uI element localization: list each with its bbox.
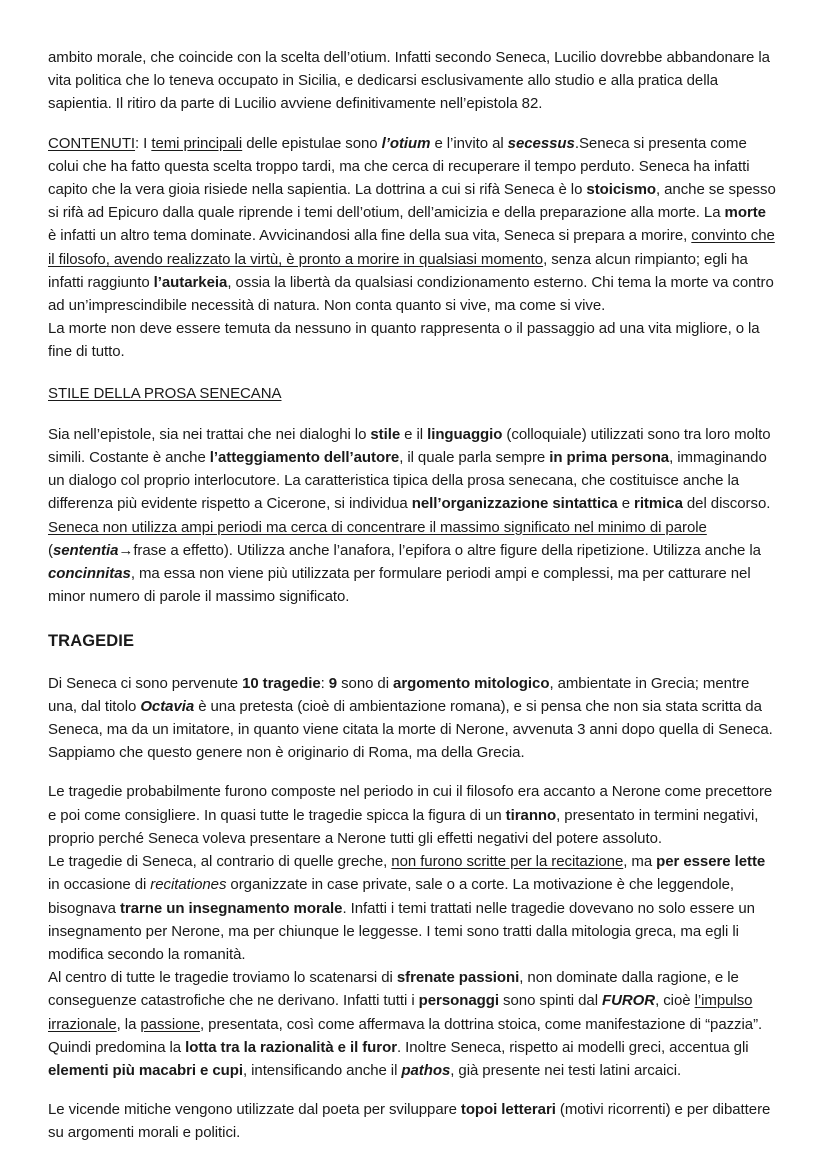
text-run: Seneca non utilizza ampi periodi ma cerca di concentrare il massimo significato nel minimo di parole	[48, 518, 707, 536]
text-run: recitationes	[150, 876, 227, 894]
text-run: non furono scritte per la recitazione	[391, 853, 624, 871]
text-run: , cioè	[655, 992, 695, 1010]
text-run: sententia	[52, 541, 119, 559]
text-run: sono di	[337, 674, 394, 692]
text-run: ritmica	[634, 495, 683, 513]
text-run: morte	[724, 204, 766, 222]
text-run: CONTENUTI	[48, 134, 136, 152]
text-run: l’impulso irrazionale	[48, 992, 753, 1033]
paragraph-intro	[48, 46, 778, 116]
text-run: →	[118, 541, 134, 559]
text-run: stile	[370, 425, 401, 443]
text-run: tiranno	[505, 806, 557, 824]
text-run: Le vicende mitiche vengono utilizzate dal poeta per sviluppare	[48, 1101, 461, 1119]
paragraph-morte	[48, 317, 778, 363]
text-run: Sia nell’epistole, sia nei trattai che nei dialoghi lo	[48, 425, 371, 443]
paragraph-stile	[48, 423, 778, 609]
heading-tragedie: TRAGEDIE	[48, 632, 135, 651]
text-run: (	[48, 541, 53, 559]
paragraph-tragedie-1	[48, 672, 778, 765]
text-run: e	[617, 495, 635, 513]
text-run: , il quale parla sempre	[399, 449, 550, 467]
text-run: del discorso.	[682, 495, 771, 513]
text-run: , la	[116, 1015, 141, 1033]
text-run: frase a effetto). Utilizza anche l’anafora, l’epifora o altre figure della ripetizione. Utilizza anche la	[133, 541, 761, 559]
text-run: , intensificando anche il	[242, 1061, 402, 1079]
text-run: temi principali	[151, 134, 243, 152]
paragraph-contenuti	[48, 132, 778, 318]
text-run: :	[320, 674, 329, 692]
text-run: passione	[140, 1015, 201, 1033]
text-run: La morte non deve essere temuta da nessuno in quanto rappresenta o il passaggio ad una vita migliore, o la fine di tutto.	[48, 320, 760, 361]
text-run: lotta tra la razionalità e il furor	[185, 1038, 397, 1056]
text-run: . Inoltre Seneca, rispetto ai modelli greci, accentua gli	[397, 1038, 749, 1056]
text-run: : I	[135, 134, 152, 152]
text-run: , immaginando un dialogo col proprio interlocutore. La caratteristica tipica della prosa senecana, che costituisce anche la differenza più evidente rispetto a Cicerone, si individua	[48, 449, 767, 513]
text-run: linguaggio	[427, 425, 503, 443]
text-run: trarne un insegnamento morale	[119, 899, 343, 917]
paragraph-tragedie-3	[48, 850, 778, 966]
text-run: , ambientate in Grecia; mentre una, dal titolo	[48, 674, 750, 715]
text-run: , presentato in termini negativi, proprio perché Seneca voleva presentare a Nerone tutti gli effetti negativi del potere assoluto.	[48, 806, 759, 847]
text-run: l’otium	[381, 134, 431, 152]
text-run: , ossia la libertà da qualsiasi condizionamento esterno. Chi tema la morte va contro ad un’imprescindibile necessità di natura. Non conta quanto si vive, ma come si vive.	[48, 273, 774, 315]
text-run: , non dominate dalla ragione, e le conseguenze catastrofiche che ne derivano. Infatti tutti i	[48, 969, 739, 1010]
text-run: e l’invito al	[430, 134, 508, 152]
text-run: FUROR	[602, 992, 656, 1010]
text-run: Le tragedie probabilmente furono composte nel periodo in cui il filosofo era accanto a Nerone come precettore e poi come consigliere. In quasi tutte le tragedie spicca la figura di un	[48, 783, 773, 824]
text-run: personaggi	[418, 992, 500, 1010]
text-run: Di Seneca ci sono pervenute	[48, 674, 243, 692]
text-run: (colloquiale) utilizzati sono tra loro molto simili. Costante è anche	[48, 425, 771, 467]
text-run: secessus	[507, 134, 575, 152]
text-run: stoicismo	[586, 181, 656, 199]
text-run: organizzate in case private, sale o a corte. La motivazione è che leggendole, bisognava	[48, 876, 735, 917]
text-run: 10 tragedie	[242, 674, 321, 692]
text-run: argomento mitologico	[393, 674, 550, 692]
spacer-after-stile-heading	[48, 405, 778, 423]
text-run: l’atteggiamento dell’autore	[209, 449, 400, 467]
text-run: Octavia	[140, 697, 195, 715]
text-run: , ma essa non viene più utilizzata per formulare periodi ampi e complessi, ma per catturare nel minor numero di parole il massimo significato.	[48, 565, 751, 606]
paragraph-topoi	[48, 1098, 778, 1144]
text-run: , presentata, così come affermava la dottrina stoica, come manifestazione di “pazzia”. Quindi predomina la	[48, 1015, 763, 1056]
paragraph-tragedie-4	[48, 966, 778, 1082]
text-run: elementi più macabri e cupi	[48, 1061, 243, 1079]
text-run: l’autarkeia	[153, 273, 228, 291]
spacer-before-stile-heading	[48, 364, 778, 382]
text-run: (motivi ricorrenti) e per dibattere su argomenti morali e politici.	[48, 1101, 771, 1142]
text-run: .Seneca si presenta come colui che ha fatto questa scelta troppo tardi, ma che cerca di recuperare il tempo perduto. Seneca ha infatti capito che la vera gioia risiede nella sapientia. La dottrina a cui si rifà Seneca è lo	[48, 134, 750, 199]
text-run: pathos	[401, 1061, 451, 1079]
text-run: è una pretesta (cioè di ambientazione romana), e si pensa che non sia stata scritta da Seneca, ma da un imitatore, in quanto viene citata la morte di Nerone, avvenuta 3 anni dopo quella di Seneca. Sappiamo che questo genere non è originario di Roma, ma della Grecia.	[48, 697, 773, 762]
text-run: topoi letterari	[460, 1101, 556, 1119]
text-run: sono spinti dal	[499, 992, 602, 1010]
text-run: 9	[328, 674, 338, 692]
text-run: Le tragedie di Seneca, al contrario di quelle greche,	[48, 853, 392, 871]
text-run: , ma	[623, 853, 657, 871]
document-body	[48, 46, 778, 1145]
text-run: in prima persona	[549, 449, 670, 467]
text-run: , senza alcun rimpianto; egli ha infatti raggiunto	[48, 250, 748, 291]
text-run: , anche se spesso si rifà ad Epicuro dalla quale riprende i temi dell’otium, dell’amicizia e della preparazione alla morte. La	[48, 181, 776, 222]
paragraph-tragedie-2	[48, 780, 778, 850]
spacer-after-tragedie-heading	[48, 654, 778, 672]
heading-stile-della-prosa-senecana: STILE DELLA PROSA SENECANA	[48, 384, 282, 402]
text-run: concinnitas	[48, 565, 131, 583]
text-run: convinto che il filosofo, avendo realizzato la virtù, è pronto a morire in qualsiasi momento	[48, 227, 775, 268]
spacer-before-tragedie-heading	[48, 608, 778, 630]
text-run: nell’organizzazione sintattica	[411, 495, 618, 513]
text-run: , già presente nei testi latini arcaici.	[450, 1061, 682, 1079]
text-run: per essere lette	[656, 853, 766, 871]
text-run: Al centro di tutte le tragedie troviamo lo scatenarsi di	[48, 969, 397, 987]
text-run: sfrenate passioni	[396, 969, 520, 987]
text-run: delle epistulae sono	[242, 134, 382, 152]
text-run: in occasione di	[48, 876, 151, 894]
text-run: . Infatti i temi trattati nelle tragedie dovevano no solo essere un insegnamento per Nerone, ma per chiunque le leggesse. I temi sono tratti dalla mitologia greca, ma egli li modifica secondo la romanità.	[48, 899, 755, 963]
text-run: e il	[400, 425, 428, 443]
text-run: è infatti un altro tema dominate. Avvicinandosi alla fine della sua vita, Seneca si prepara a morire,	[48, 227, 692, 245]
text-run: ambito morale, che coincide con la scelta dell’otium. Infatti secondo Seneca, Lucilio dovrebbe abbandonare la vita politica che lo teneva occupato in Sicilia, e dedicarsi esclusivamente allo studio e alla pratica della sapientia. Il ritiro da parte di Lucilio avviene definitivamente nell’epistola 82.	[48, 49, 770, 113]
